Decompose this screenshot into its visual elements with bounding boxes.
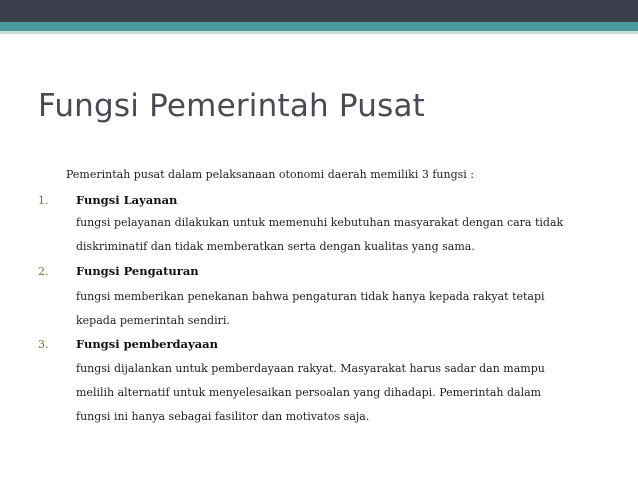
item-number: 3. — [38, 338, 49, 351]
item-number: 1. — [38, 194, 49, 207]
item-line: fungsi dijalankan untuk pemberdayaan rakyat. Masyarakat harus sadar dan mampu — [76, 362, 545, 375]
item-heading: Fungsi Pengaturan — [76, 264, 199, 278]
item-line: melilih alternatif untuk menyelesaikan persoalan yang dihadapi. Pemerintah dalam — [76, 386, 542, 399]
header-band-teal — [0, 22, 638, 31]
item-line: fungsi ini hanya sebagai fasilitor dan motivatos saja. — [76, 410, 370, 423]
item-line: kepada pemerintah sendiri. — [76, 314, 230, 327]
item-number: 2. — [38, 265, 49, 278]
item-line: diskriminatif dan tidak memberatkan serta dengan kualitas yang sama. — [76, 240, 475, 253]
slide-title: Fungsi Pemerintah Pusat — [38, 88, 426, 124]
item-heading: Fungsi Layanan — [76, 193, 178, 207]
intro-text: Pemerintah pusat dalam pelaksanaan otonomi daerah memiliki 3 fungsi : — [66, 168, 474, 181]
item-line: fungsi pelayanan dilakukan untuk memenuhi kebutuhan masyarakat dengan cara tidak — [76, 216, 564, 229]
header-band-dark — [0, 0, 638, 22]
item-line: fungsi memberikan penekanan bahwa pengaturan tidak hanya kepada rakyat tetapi — [76, 290, 545, 303]
item-heading: Fungsi pemberdayaan — [76, 337, 218, 351]
header-band-light — [0, 31, 638, 34]
